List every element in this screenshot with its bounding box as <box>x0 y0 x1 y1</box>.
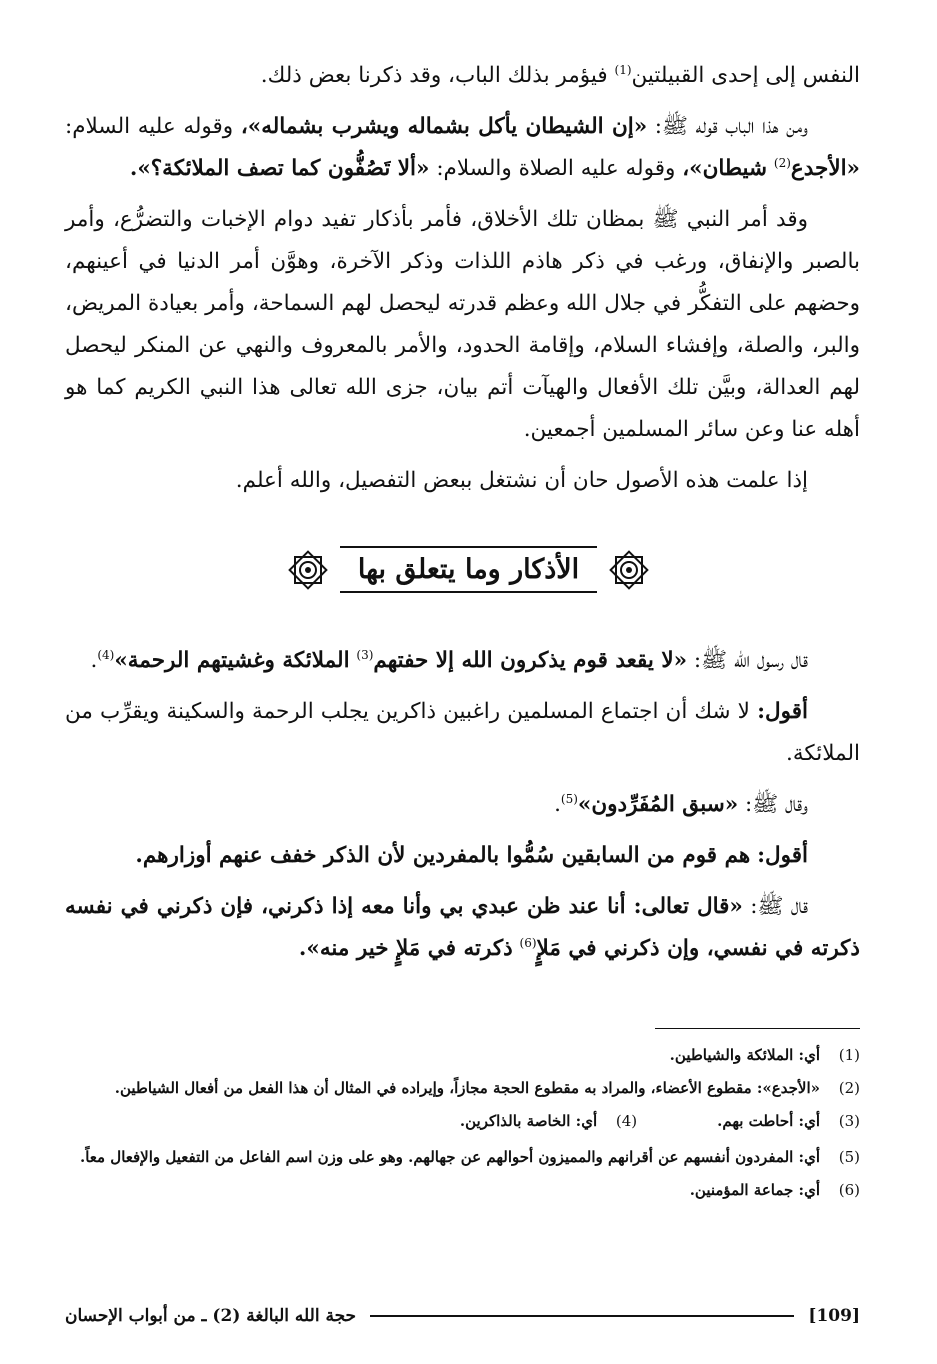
footnotes <box>65 1040 860 1208</box>
footnote-item: (1) أي: الملائكة والشياطين. <box>669 1046 860 1064</box>
footnote-item: (4) أي: الخاصة بالذاكرين. <box>459 1112 638 1130</box>
page-footer <box>65 1306 860 1326</box>
hadith-3: قال ﷺ: «قال تعالى: أنا عند ظن عبدي بي وأنا معه إذا ذكرني، فإن ذكرني في نفسه ذكرته في نفسي، وإن ذكرني في مَلإٍ$^{(6)}$ ذكرته في مَلإٍ خير منه». <box>65 894 860 961</box>
footnote-item: (3) أي: أحاطت بهم. <box>717 1112 860 1130</box>
paragraph-3: وقد أمر النبي ﷺ بمظان تلك الأخلاق، فأمر بأذكار تفيد دوام الإخبات والتضرُّع، وأمر بالصبر والإنفاق، ورغب في ذكر هاذم اللذات وذكر الآخرة، وهوَّن أمر الدنيا في أعينهم، وحضهم على التفكُّر في جلال الله وعظم قدرته ليحصل لهم السماحة، وأمر بعيادة المريض، والبر، والصلة، وإفشاء السلام، وإقامة الحدود، والأمر بالمعروف والنهي عن المنكر ليحصل لهم العدالة، وبيَّن تلك الأفعال والهيآت أتم بيان، جزى الله تعالى هذا النبي الكريم كما هو أهله عنا وعن سائر المسلمين أجمعين. <box>65 207 860 442</box>
footnote-ref-5[interactable]: (5) <box>560 791 578 806</box>
section-heading <box>0 546 937 593</box>
page-number: [109] <box>808 1306 860 1326</box>
star-ornament-icon <box>607 548 651 592</box>
footnote-divider <box>655 1028 860 1029</box>
section-text <box>65 640 860 979</box>
footnote-item: (5) أي: المفردون أنفسهم عن أقرانهم والمميزون أحوالهم عن جهالهم. وهو على وزن اسم الفاعل من التفعيل والإفعال معاً. <box>80 1148 860 1166</box>
footnote-ref-1[interactable]: (1) <box>614 62 632 77</box>
footnote-ref-3[interactable]: (3) <box>356 647 374 662</box>
footnote-item: (2) «الأجدع»: مقطوع الأعضاء، والمراد به مقطوع الحجة مجازاً، وإيراده في المثال أن هذا الفعل من أفعال الشياطين. <box>114 1079 860 1097</box>
footnote-ref-4[interactable]: (4) <box>97 647 115 662</box>
paragraph-2: ومن هذا الباب قوله ﷺ: «إن الشيطان يأكل بشماله ويشرب بشماله»، وقوله عليه السلام: «الأجدع$^{(2)}$ شيطان»، وقوله عليه الصلاة والسلام: «ألا تَصُفُّون كما تصف الملائكة؟». <box>65 114 860 181</box>
paragraph-4: إذا علمت هذه الأصول حان أن نشتغل ببعض التفصيل، والله أعلم. <box>235 468 808 493</box>
footnote-item: (6) أي: جماعة المؤمنين. <box>689 1181 860 1199</box>
footer-rule <box>370 1315 794 1317</box>
star-ornament-icon <box>286 548 330 592</box>
hadith-2: وقال ﷺ: «سبق المُفَرِّدون»$^{(5)}$. <box>554 791 808 817</box>
commentary-1: أقول: لا شك أن اجتماع المسلمين راغبين ذاكرين يجلب الرحمة والسكينة ويقرِّب من الملائكة. <box>65 699 860 766</box>
section-title: الأذكار وما يتعلق بها <box>340 546 597 593</box>
book-title: حجة الله البالغة (2) ـ من أبواب الإحسان <box>65 1306 357 1326</box>
footnote-item-pair <box>65 1106 860 1139</box>
hadith-1: قال رسول الله ﷺ: «لا يقعد قوم يذكرون الله إلا حفتهم$^{(3)}$ الملائكة وغشيتهم الرحمة»$^{(4)}$. <box>90 647 808 673</box>
commentary-2: أقول: هم قوم من السابقين سُمُّوا بالمفردين لأن الذكر خفف عنهم أوزارهم. <box>135 843 808 868</box>
footnote-ref-2[interactable]: (2) <box>773 155 791 170</box>
paragraph-1: النفس إلى إحدى القبيلتين$^{(1)}$ فيؤمر بذلك الباب، وقد ذكرنا بعض ذلك. <box>260 62 860 88</box>
main-text <box>65 55 860 511</box>
footnote-ref-6[interactable]: (6) <box>519 935 537 950</box>
